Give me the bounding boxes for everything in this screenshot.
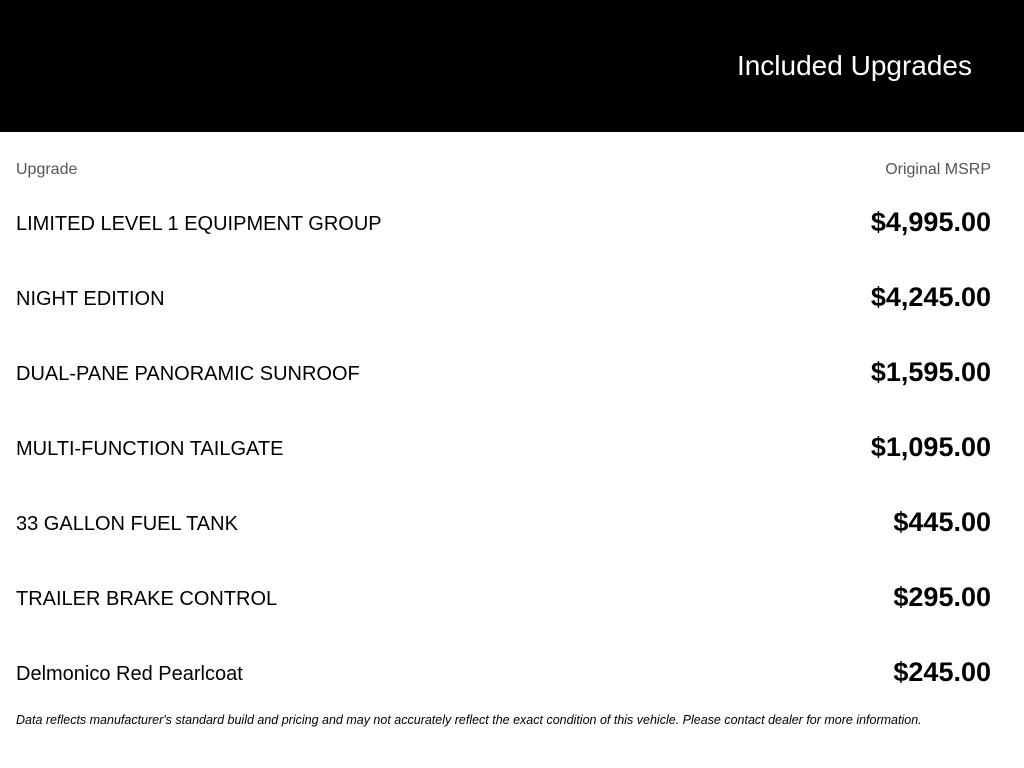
upgrade-row — [0, 652, 1024, 692]
upgrade-row — [0, 277, 1024, 317]
upgrade-row — [0, 427, 1024, 467]
upgrade-name: MULTI-FUNCTION TAILGATE — [16, 438, 284, 460]
upgrade-name: DUAL-PANE PANORAMIC SUNROOF — [16, 363, 360, 385]
upgrade-column-header: Upgrade — [16, 161, 78, 178]
upgrade-row — [0, 577, 1024, 617]
msrp-column-header: Original MSRP — [885, 161, 991, 178]
upgrade-price: $245.00 — [893, 657, 991, 687]
upgrade-name: 33 GALLON FUEL TANK — [16, 513, 238, 535]
upgrade-price: $4,995.00 — [870, 207, 991, 237]
upgrade-price: $445.00 — [893, 507, 991, 537]
header-banner — [0, 0, 1024, 132]
upgrade-name: Delmonico Red Pearlcoat — [16, 663, 243, 685]
upgrade-price: $1,095.00 — [870, 432, 991, 462]
upgrade-row — [0, 352, 1024, 392]
upgrade-price: $1,595.00 — [870, 357, 991, 387]
upgrade-row — [0, 202, 1024, 242]
upgrade-name: NIGHT EDITION — [16, 288, 165, 310]
upgrade-name: LIMITED LEVEL 1 EQUIPMENT GROUP — [16, 213, 382, 235]
upgrade-name: TRAILER BRAKE CONTROL — [16, 588, 278, 610]
page-title: Included Upgrades — [736, 50, 972, 81]
upgrade-row — [0, 502, 1024, 542]
upgrade-price: $4,245.00 — [870, 282, 991, 312]
upgrade-price: $295.00 — [893, 582, 991, 612]
disclaimer-text: Data reflects manufacturer's standard build and pricing and may not accurately reflect the exact condition of this vehicle. Please contact dealer for more information. — [16, 713, 922, 727]
